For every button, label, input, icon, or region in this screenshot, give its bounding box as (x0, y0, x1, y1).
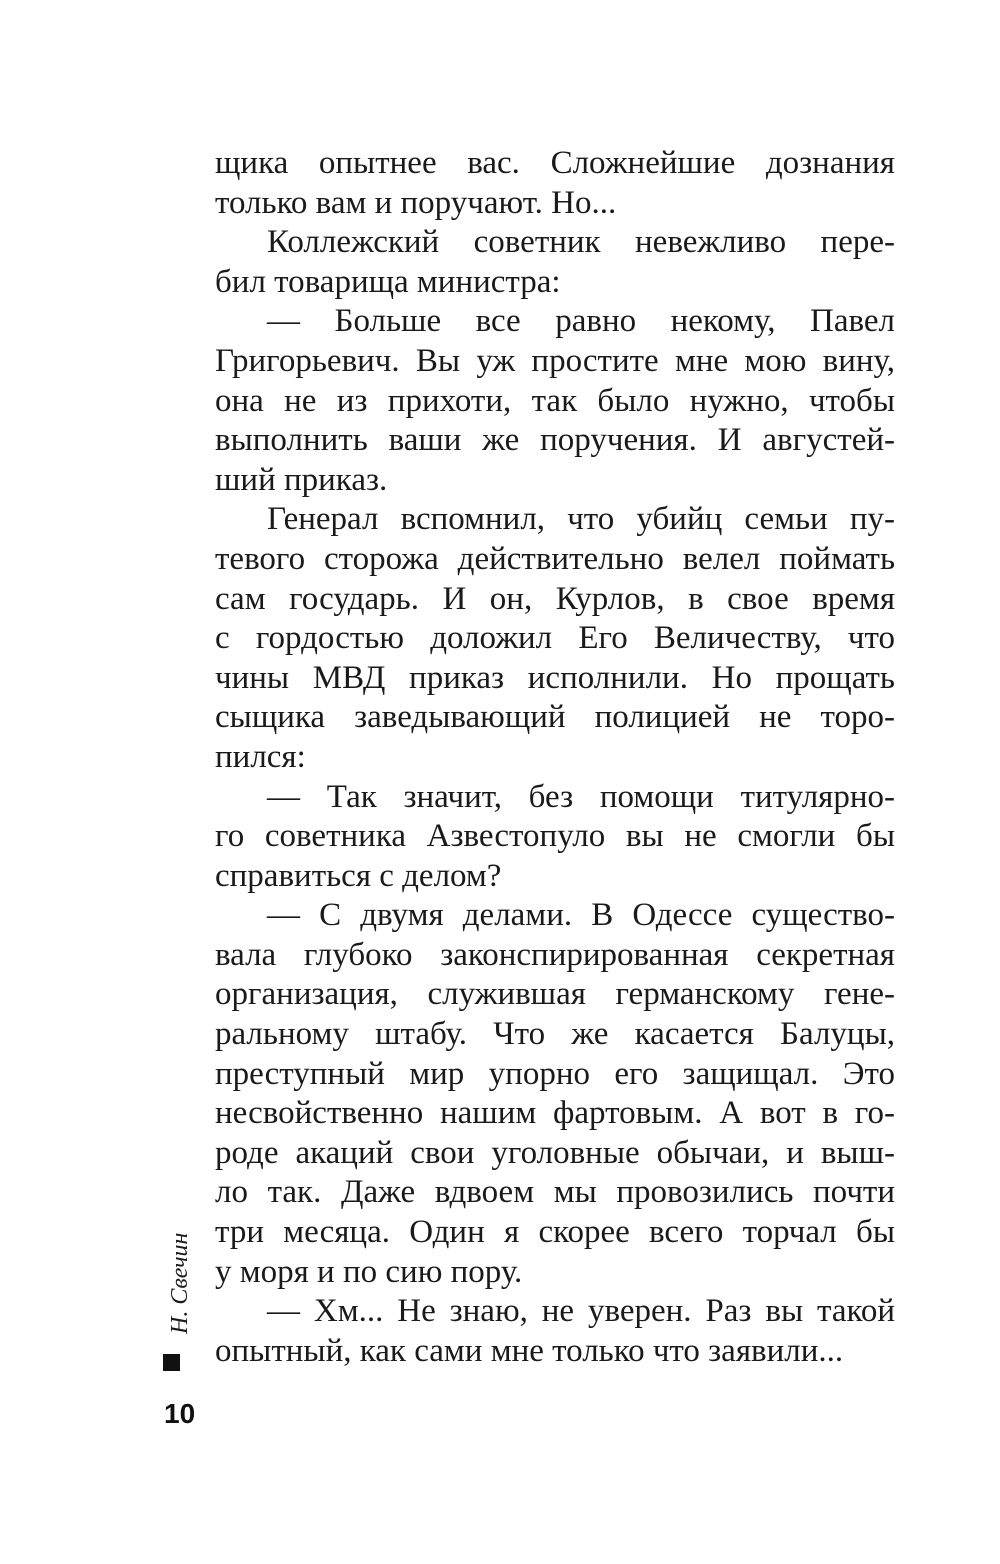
text-line: преступный мир упорно его защищал. Это (215, 1055, 895, 1092)
text-line: Коллежский советник невежливо пере- (267, 224, 895, 261)
page-marker-square (163, 1354, 180, 1371)
text-line: организация, служившая германскому гене- (215, 976, 895, 1013)
text-line: ло так. Даже вдвоем мы провозились почти (215, 1174, 895, 1211)
text-line: три месяца. Один я скорее всего торчал бы (215, 1214, 895, 1251)
text-line: чины МВД приказ исполнили. Но прощать (215, 659, 895, 696)
text-line: Генерал вспомнил, что убийц семьи пу- (267, 501, 895, 538)
text-line: опытный, как сами мне только что заявили... (215, 1332, 844, 1369)
text-line: только вам и поручают. Но... (215, 184, 617, 221)
page-number: 10 (164, 1398, 196, 1429)
text-line: — Хм... Не знаю, не уверен. Раз вы такой (267, 1293, 895, 1330)
text-line: ральному штабу. Что же касается Балуцы, (215, 1016, 895, 1053)
text-line: тевого сторожа действительно велел поймать (215, 540, 895, 577)
text-line: у моря и по сию пору. (215, 1253, 523, 1290)
text-line: го советника Азвестопуло вы не смогли бы (215, 818, 895, 855)
text-line: несвойственно нашим фартовым. А вот в го- (215, 1095, 895, 1132)
text-line: сам государь. И он, Курлов, в свое время (215, 580, 895, 617)
text-line: пился: (215, 738, 306, 775)
running-head (152, 1214, 192, 1334)
text-line: с гордостью доложил Его Величеству, что (215, 620, 895, 657)
text-line: справиться с делом? (215, 857, 502, 894)
text-line: выполнить ваши же поручения. И августей- (215, 422, 895, 459)
running-head-author: Н. Свечин (167, 1232, 193, 1334)
text-line: сыщика заведывающий полицией не торо- (215, 699, 895, 736)
text-line: щика опытнее вас. Сложнейшие дознания (215, 145, 895, 181)
text-line: бил товарища министра: (215, 263, 561, 300)
text-line: — Так значит, без помощи титулярно- (267, 778, 895, 815)
text-line: ший приказ. (215, 461, 388, 498)
text-line: роде акаций свои уголовные обычаи, и выш- (215, 1134, 895, 1171)
text-line: она не из прихоти, так было нужно, чтобы (215, 382, 895, 419)
body-text (215, 144, 895, 1371)
text-line: — Больше все равно некому, Павел (267, 303, 895, 340)
text-line: Григорьевич. Вы уж простите мне мою вину, (215, 342, 895, 379)
text-line: вала глубоко законспирированная секретная (215, 936, 895, 973)
text-line: — С двумя делами. В Одессе существо- (267, 897, 895, 934)
